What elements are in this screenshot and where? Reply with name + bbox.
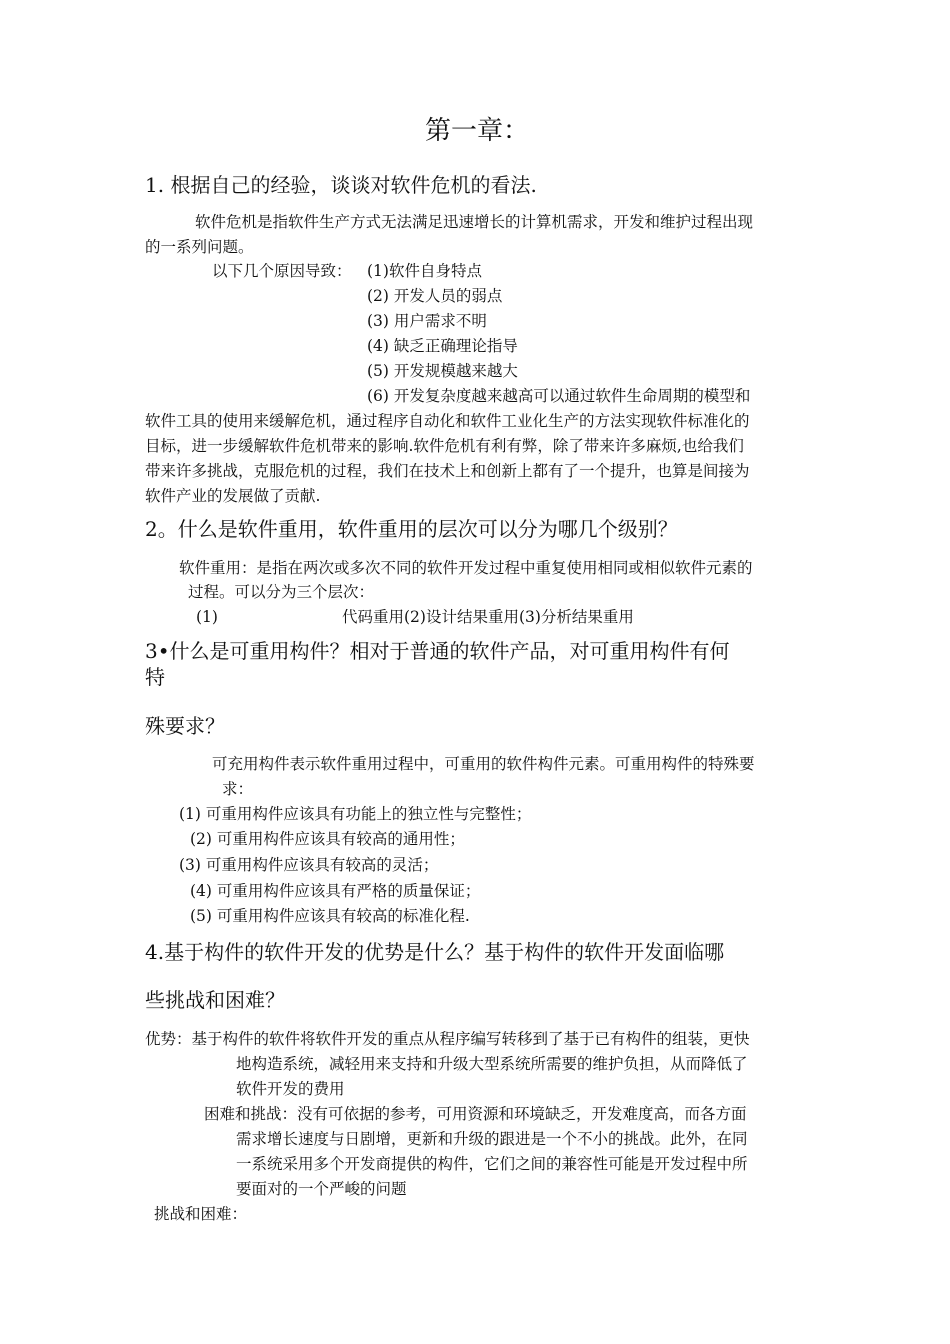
q1-conclusion-line: 带来许多挑战，克服危机的过程，我们在技术上和创新上都有了一个提升，也算是间接为: [145, 462, 750, 480]
q1-cause-item: (5) 开发规模越来越大: [367, 362, 518, 380]
q2-line: 过程。可以分为三个层次：: [188, 583, 375, 601]
q1-para-line: 软件危机是指软件生产方式无法满足迅速增长的计算机需求，开发和维护过程出现: [195, 213, 754, 231]
q1-heading: 1. 根据自己的经验，谈谈对软件危机的看法.: [145, 173, 537, 197]
q1-cause-item: (1)软件自身特点: [367, 262, 482, 280]
q1-causes-intro: 以下几个原因导致：: [212, 262, 352, 280]
q1-cause-item: (4) 缺乏正确理论指导: [367, 337, 518, 355]
q1-cause-item: (6) 开发复杂度越来越高可以通过软件生命周期的模型和: [367, 387, 751, 405]
q3-line: 可充用构件表示软件重用过程中，可重用的软件构件元素。可重用构件的特殊要: [212, 755, 755, 773]
q1-para-line: 的一系列问题。: [145, 238, 254, 256]
q4-tail-label: 挑战和困难：: [154, 1205, 248, 1223]
q3-requirement: (2) 可重用构件应该具有较高的通用性；: [190, 830, 465, 848]
q3-heading-line: 特: [145, 665, 165, 689]
q4-advantage-line: 优势：基于构件的软件将软件开发的重点从程序编写转移到了基于已有构件的组装，更快: [145, 1030, 750, 1048]
q1-cause-item: (2) 开发人员的弱点: [367, 287, 503, 305]
q3-requirement: (5) 可重用构件应该具有较高的标准化程.: [190, 907, 470, 925]
q2-levels-number: (1): [196, 608, 218, 626]
q3-requirement: (1) 可重用构件应该具有功能上的独立性与完整性；: [179, 805, 532, 823]
q4-advantage-line: 地构造系统，减轻用来支持和升级大型系统所需要的维护负担，从而降低了: [236, 1055, 748, 1073]
q1-cause-item: (3) 用户需求不明: [367, 312, 487, 330]
q4-difficulty-line: 要面对的一个严峻的问题: [236, 1180, 407, 1198]
q4-heading-line: 4.基于构件的软件开发的优势是什么？基于构件的软件开发面临哪: [145, 940, 725, 964]
q2-heading: 2。什么是软件重用，软件重用的层次可以分为哪几个级别？: [145, 517, 678, 541]
q1-conclusion-line: 软件工具的使用来缓解危机，通过程序自动化和软件工业化生产的方法实现软件标准化的: [145, 412, 750, 430]
q3-heading-line: 3•什么是可重用构件？相对于普通的软件产品，对可重用构件有何: [145, 639, 730, 663]
q3-line: 求：: [222, 780, 254, 798]
q1-conclusion-line: 软件产业的发展做了贡献.: [145, 487, 321, 505]
q4-difficulty-line: 需求增长速度与日剧增，更新和升级的跟进是一个不小的挑战。此外，在同: [236, 1130, 748, 1148]
q4-difficulty-line: 一系统采用多个开发商提供的构件，它们之间的兼容性可能是开发过程中所: [236, 1155, 748, 1173]
q3-requirement: (3) 可重用构件应该具有较高的灵活；: [179, 856, 439, 874]
q3-requirement: (4) 可重用构件应该具有严格的质量保证；: [190, 882, 481, 900]
q4-difficulty-line: 困难和挑战：没有可依据的参考，可用资源和环境缺乏，开发难度高，而各方面: [204, 1105, 747, 1123]
q2-line: 软件重用：是指在两次或多次不同的软件开发过程中重复使用相同或相似软件元素的: [179, 559, 753, 577]
q1-conclusion-line: 目标，进一步缓解软件危机带来的影响.软件危机有利有弊，除了带来许多麻烦,也给我们: [145, 437, 744, 455]
chapter-title: 第一章：: [425, 116, 530, 146]
q2-levels-text: 代码重用(2)设计结果重用(3)分析结果重用: [342, 608, 634, 626]
q4-advantage-line: 软件开发的费用: [236, 1080, 345, 1098]
q3-heading-line: 殊要求？: [145, 714, 225, 738]
q4-heading-line: 些挑战和困难？: [145, 988, 285, 1012]
